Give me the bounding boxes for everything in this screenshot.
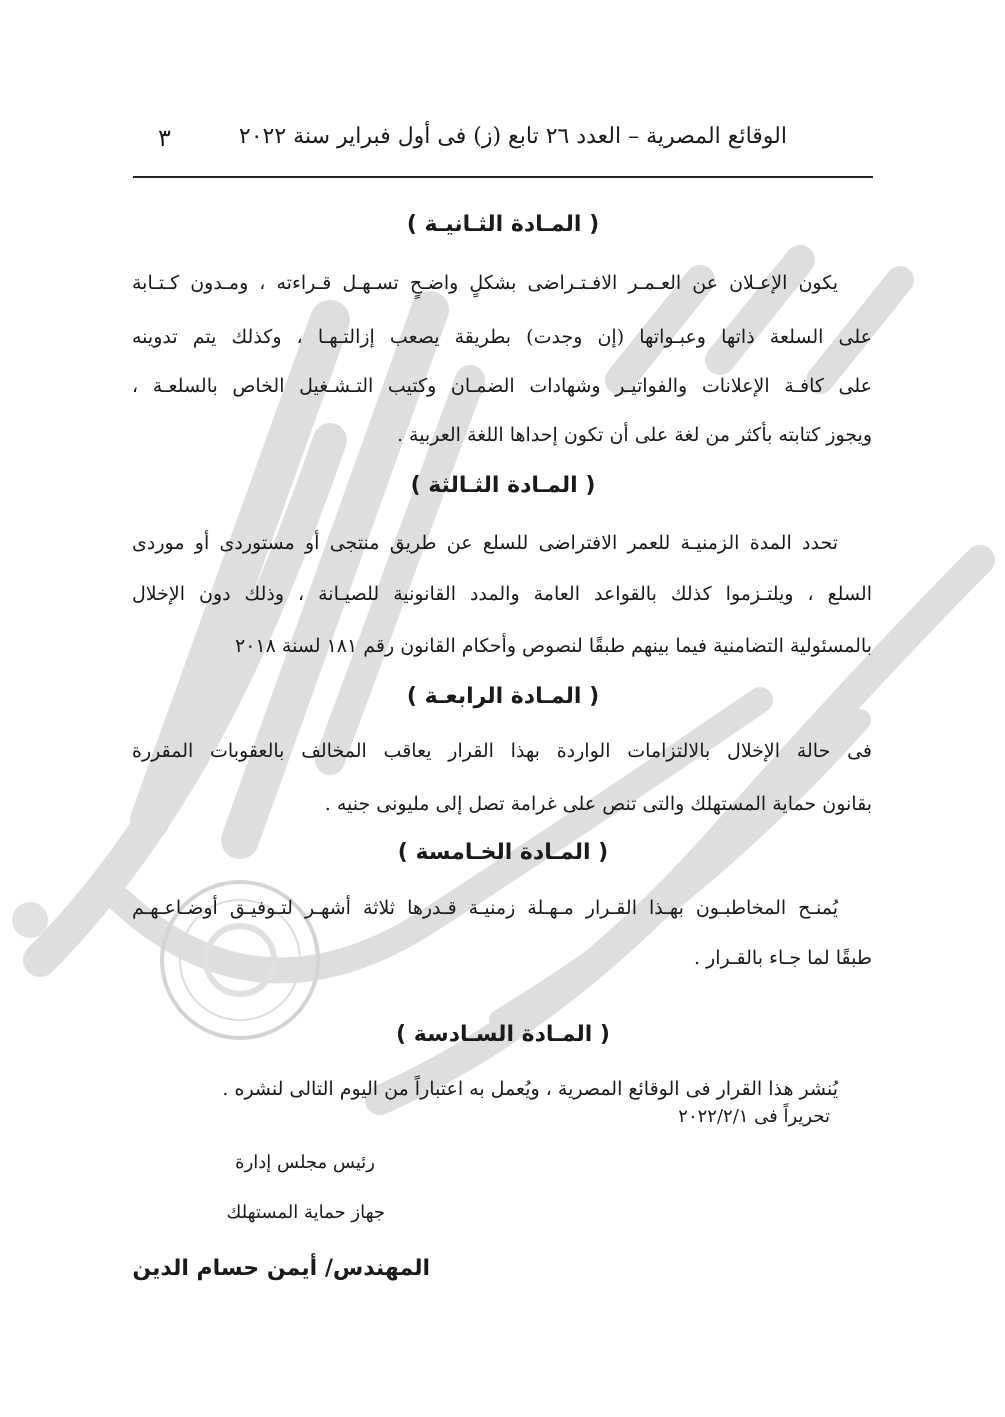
article-line: ويجوز كتابته بأكثر من لغة على أن تكون إحداها اللغة العربية .: [396, 424, 872, 446]
article-heading: ( المـادة الثـانيـة ): [406, 212, 600, 237]
article-heading: ( المـادة السـادسة ): [396, 1022, 610, 1047]
article-line: على السلعة ذاتها وعبـواتها (إن وجدت) بطريقة يصعب إزالتـهـا ، وكذلك يتم تدوينه: [132, 326, 872, 348]
article-line: يُنشر هذا القرار فى الوقائع المصرية ، ويُعمل به اعتباراً من اليوم التالى لنشره .: [222, 1078, 838, 1100]
header-divider: [133, 176, 873, 178]
article-line: بقانون حماية المستهلك والتى تنص على غرامة تصل إلى مليونى جنيه .: [324, 793, 872, 815]
issue-date: تحريراً فى ٢٠٢٢/٢/١: [678, 1106, 830, 1127]
signatory-name: المهندس/ أيمن حسام الدين: [132, 1256, 430, 1281]
article-heading: ( المـادة الثـالثة ): [410, 473, 596, 498]
article-line: يكون الإعـلان عن العـمـر الافـتـراضى بشكلٍ واضـحٍ تسـهـل قـراءته ، ومـدون كـتـابة: [132, 272, 838, 294]
article-line: السلع ، ويلتـزموا كذلك بالقواعد العامة والمدد القانونية للصيـانة ، وذلك دون الإخلال: [132, 583, 872, 605]
article-line: فى حالة الإخلال بالالتزامات الواردة بهذا القرار يعاقب المخالف بالعقوبات المقررة: [132, 740, 872, 762]
article-line: على كافـة الإعلانات والفواتيـر وشهادات الضمـان وكتيب التـشـغيل الخاص بالسلعـة ،: [132, 375, 872, 397]
signatory-title-line2: جهاز حماية المستهلك: [226, 1202, 385, 1223]
page-number: ٣: [158, 124, 171, 152]
signatory-title-line1: رئيس مجلس إدارة: [235, 1152, 375, 1173]
article-heading: ( المـادة الرابعـة ): [406, 684, 600, 709]
article-line: بالمسئولية التضامنية فيما بينهم طبقًا لنصوص وأحكام القانون رقم ١٨١ لسنة ٢٠١٨: [235, 635, 872, 657]
article-line: يُمنـح المخاطبـون بهـذا القـرار مـهـلة زمنيـة قـدرها ثلاثة أشهـر لتـوفيـق أوضـاعـهـم: [132, 897, 838, 919]
article-heading: ( المـادة الخـامسة ): [397, 840, 609, 865]
article-line: طبقًا لما جـاء بالقـرار .: [693, 947, 872, 969]
page-header: [138, 120, 872, 168]
article-line: تحدد المدة الزمنيـة للعمر الافتراضى للسلع عن طريق منتجى أو مستوردى أو موردى: [132, 532, 838, 554]
gazette-title: الوقائع المصرية – العدد ٢٦ تابع (ز) فى أول فبراير سنة ٢٠٢٢: [238, 124, 787, 149]
